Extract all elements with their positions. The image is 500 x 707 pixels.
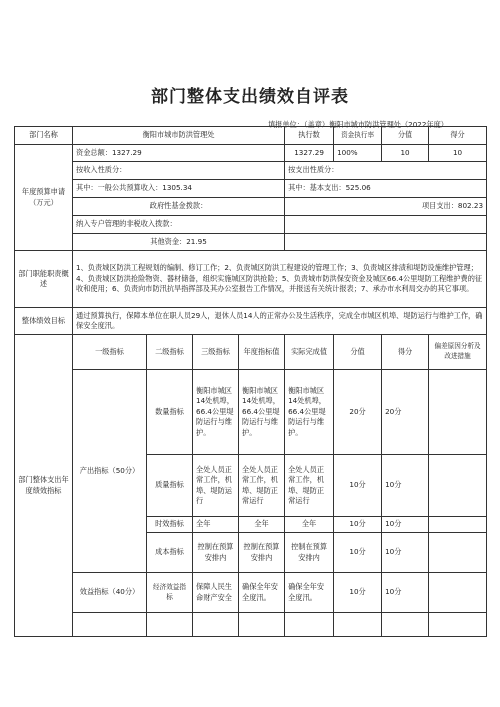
- row-l2: 时效指标: [147, 517, 193, 533]
- effect-actual: 确保全年安全度汛。: [285, 573, 334, 613]
- row-score: 10分: [334, 517, 382, 533]
- row-target: 控制在预算安排内: [239, 533, 285, 573]
- dept-label: 部门名称: [15, 127, 73, 145]
- budget-nontax-row: [15, 216, 487, 234]
- row-l3: 控制在预算安排内: [193, 533, 239, 573]
- perf-row-empty: [15, 613, 487, 637]
- row-actual: 全年: [285, 517, 334, 533]
- dept-name: 衡阳市城市防洪管理处: [73, 127, 285, 145]
- exec-rate: 100%: [334, 145, 382, 162]
- row-points: 10分: [382, 455, 429, 517]
- goals-text: 通过预算执行，保障本单位在职人员29人，退休人员14人的正常办公及生活秩序，完成全市城区机埠、堤防运行与维护工作，确保安全度汛。: [73, 308, 487, 335]
- col-target: 年度指标值: [239, 335, 285, 370]
- row-note: [429, 455, 487, 517]
- col-score: 分值: [334, 335, 382, 370]
- row-points: 20分: [382, 370, 429, 455]
- gov-fund: 政府性基金拨款：: [73, 198, 285, 216]
- row-l2: 质量指标: [147, 455, 193, 517]
- row-note: [429, 533, 487, 573]
- basic-expense: 其中：基本支出：525.06: [285, 180, 487, 198]
- perf-header-row: [15, 335, 487, 370]
- budget-label: 年度预算申请（万元）: [15, 145, 73, 251]
- col-note: 偏差原因分析及改进措施: [429, 335, 487, 370]
- effect-note: [429, 573, 487, 613]
- income-nature: 按收入性质分：: [73, 162, 285, 180]
- points-label: 得分: [429, 127, 487, 145]
- row-l3: 全年: [193, 517, 239, 533]
- budget-fund-row: [15, 198, 487, 216]
- duties-text: 1、负责城区防洪工程规划的编制、修订工作；2、负责城区防洪工程建设的管理工作；3、负责城区排渍和堤防设施维护管理；4、负责城区防洪抢险物资、器材储备，组织实施城区防洪抢险；5、负责城市防洪保安资金及城区66.4公里堤防工程维护费的征收和使用；6、负责向市防汛抗旱指挥部及其办公室报告工作情况，并报送有关统计报表；7、承办市水利局交办的其它事项。: [73, 251, 487, 308]
- effect-target: 确保全年安全度汛。: [239, 573, 285, 613]
- duties-label: 部门职能职责概述: [15, 251, 73, 308]
- row-note: [429, 517, 487, 533]
- perf-row: [15, 370, 487, 455]
- header-row: [15, 127, 487, 145]
- budget-general-row: [15, 180, 487, 198]
- budget-other-row: [15, 234, 487, 251]
- row-actual: 全处人员正常工作，机埠、堤防正常运行: [285, 455, 334, 517]
- unit-line: 填报单位：（盖章）衡阳市城市防洪管理处（2022年度）: [267, 120, 448, 129]
- row-note: [429, 370, 487, 455]
- effect-l2: 经济效益指标: [147, 573, 193, 613]
- col-l1: 一级指标: [73, 335, 147, 370]
- budget-total-row: [15, 145, 487, 162]
- row-actual: 衡阳市城区14处机埠，66.4公里堤防运行与维护。: [285, 370, 334, 455]
- row-score: 20分: [334, 370, 382, 455]
- row-points: 10分: [382, 517, 429, 533]
- row-target: 衡阳市城区14处机埠，66.4公里堤防运行与维护。: [239, 370, 285, 455]
- perf-label: 部门整体支出年度绩效指标: [15, 335, 73, 637]
- rate-label: 资金执行率: [334, 127, 382, 145]
- row-target: 全年: [239, 517, 285, 533]
- effect-l3: 保障人民生命财产安全: [193, 573, 239, 613]
- budget-total: 资金总额：1327.29: [73, 145, 285, 162]
- col-points: 得分: [382, 335, 429, 370]
- goals-label: 整体绩效目标: [15, 308, 73, 335]
- general-budget: 其中：一般公共预算收入：1305.34: [73, 180, 285, 198]
- project-expense: 项目支出：802.23: [285, 198, 487, 216]
- row-l3: 全处人员正常工作，机埠、堤防运行: [193, 455, 239, 517]
- exec-label: 执行数: [285, 127, 334, 145]
- nontax-income: 纳入专户管理的非税收入拨款：: [73, 216, 285, 234]
- effect-label: 效益指标（40分）: [73, 573, 147, 613]
- output-label: 产出指标（50分）: [73, 370, 147, 573]
- exec-total: 1327.29: [285, 145, 334, 162]
- budget-nature-row: [15, 162, 487, 180]
- score-label: 分值: [382, 127, 429, 145]
- row-l2: 成本指标: [147, 533, 193, 573]
- expense-nature: 按支出性质分：: [285, 162, 487, 180]
- row-points: 10分: [382, 533, 429, 573]
- row-l2: 数量指标: [147, 370, 193, 455]
- effect-score: 10分: [334, 573, 382, 613]
- perf-row-effect: [15, 573, 487, 613]
- budget-score: 10: [382, 145, 429, 162]
- col-actual: 实际完成值: [285, 335, 334, 370]
- duties-row: [15, 251, 487, 308]
- col-l3: 三级指标: [193, 335, 239, 370]
- other-funds: 其他资金：21.95: [73, 234, 285, 251]
- page-title: 部门整体支出绩效自评表: [151, 87, 349, 107]
- effect-points: 10分: [382, 573, 429, 613]
- budget-points: 10: [429, 145, 487, 162]
- row-actual: 控制在预算安排内: [285, 533, 334, 573]
- goals-row: [15, 308, 487, 335]
- self-eval-table: [14, 126, 487, 637]
- row-target: 全处人员正常工作，机埠、堤防正常运行: [239, 455, 285, 517]
- row-score: 10分: [334, 533, 382, 573]
- row-score: 10分: [334, 455, 382, 517]
- col-l2: 二级指标: [147, 335, 193, 370]
- row-l3: 衡阳市城区14处机埠，66.4公里堤防运行与维护。: [193, 370, 239, 455]
